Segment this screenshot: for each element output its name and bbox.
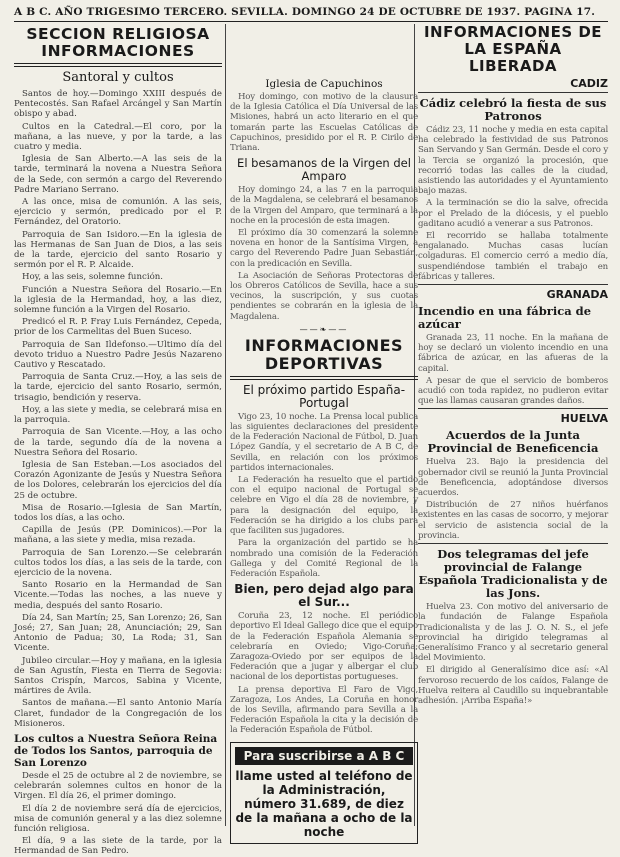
paragraph: Huelva 23. Con motivo del aniversario de la fundación de Falange Española Tradicionalista y de las J. O. N. S., el jefe provincial ha dirigido telegramas al Generalísimo Franco y al secretario general del Movimiento. — [418, 602, 608, 664]
paragraph: Cultos en la Catedral.—El coro, por la mañana, a las nueve, y por la tarde, a las cuatro y media. — [14, 121, 222, 153]
paragraph: A las once, misa de comunión. A las seis, ejercicio y sermón, predicado por el P. Fernández, del Oratorio. — [14, 197, 222, 228]
paragraph: La Asociación de Señoras Protectoras de los Obreros Católicos de Sevilla, hace a sus vecinos, la suscripción, y sus cuotas pendientes se cobrarán en la iglesia de la Magdalena. — [230, 270, 418, 322]
region-tag-cadiz: CADIZ — [570, 77, 608, 90]
paragraph: El día 2 de noviembre será día de ejercicios, misa de comunión general y a las diez solemne función religiosa. — [14, 803, 222, 834]
article-title: El besamanos de la Virgen del Amparo — [237, 156, 411, 184]
paragraph: La Federación ha resuelto que el partido con el equipo nacional de Portugal se celebre en Vigo el día 28 de noviembre, y para la designación del equipo, la Federación se ha dirigido a los clubs para que faciliten sus jugadores. — [230, 475, 418, 537]
paragraph: Hoy domingo 24, a las 7 en la parroquia de la Magdalena, se celebrará el besamanos de la Virgen del Amparo, que terminará a la noche en la procesión de esta imagen. — [230, 185, 418, 226]
paragraph: Misa de Rosario.—Iglesia de San Martín, todos los días, a las ocho. — [14, 502, 222, 523]
paragraph: Desde el 25 de octubre al 2 de noviembre, se celebrarán solemnes cultos en honor de la Virgen. El día 26, el primer domingo. — [14, 770, 222, 802]
page-header: A B C. AÑO TRIGESIMO TERCERO. SEVILLA. DOMINGO 24 DE OCTUBRE DE 1937. PAGINA 17. — [14, 6, 596, 18]
paragraph: Función a Nuestra Señora del Rosario.—En la iglesia de la Hermandad, hoy, a las diez, solemne función a la Virgen del Rosario. — [14, 284, 222, 316]
paragraph: Parroquia de San Isidoro.—En la iglesia de las Hermanas de San Juan de Dios, a las seis de la tarde, ejercicio del santo Rosario y sermón por el R. P. Alcaide. — [14, 229, 222, 271]
tag-rule — [418, 92, 608, 93]
column-3 — [418, 24, 608, 826]
paragraph: Jubileo circular.—Hoy y mañana, en la iglesia de San Agustín, Fiesta en Tierra de Segovia: Santos Crispín, Marcos, Sabina y Vicente, mártires de Avila. — [14, 655, 222, 697]
paragraph: Hoy domingo, con motivo de la clausura de la Iglesia Católica el Día Universal de las Misiones, habrá un acto literario en el que tomarán parte las Escuelas Católicas de Capuchinos, presidido por el R. P. Cirilo de Triana. — [230, 92, 418, 154]
tag-rule — [418, 408, 608, 409]
region-tag-huelva: HUELVA — [560, 412, 608, 426]
paragraph: La prensa deportiva El Faro de Vigo, Zaragoza, Los Andes, La Coruña en honor de los Sevilla, afirmando para Sevilla a la Federación Española la cita y la decisión de la Federación Española de Fútbol. — [230, 684, 418, 736]
section-title: INFORMACIONES DEPORTIVAS — [244, 335, 404, 373]
paragraph: Distribución de 27 niños huérfanos existentes en las casas de socorro, y mejorar el servicio de asistencia social de la provincia. — [418, 500, 608, 541]
paragraph: Capilla de Jesús (PP. Dominicos).—Por la mañana, a las siete y media, misa rezada. — [14, 525, 222, 546]
title-rule — [14, 63, 222, 67]
article-title: El próximo partido España-Portugal — [242, 382, 406, 410]
region-tag-granada: GRANADA — [546, 288, 608, 302]
paragraph: Vigo 23, 10 noche. La Prensa local publica las siguientes declaraciones del presidente de la Federación Nacional de Fútbol, D. Juan López Gandía, y el secretario de A B C, de Sevilla, en relación con los próximos partidos internacionales. — [230, 411, 418, 473]
subscription-ad — [230, 742, 418, 844]
paragraph: El próximo día 30 comenzará la solemne novena en honor de la Santísima Virgen, a cargo del Reverendo Padre Juan Sebastián, con la predicación en Sevilla. — [230, 228, 418, 269]
section-title: SECCION RELIGIOSA INFORMACIONES — [26, 25, 210, 60]
paragraph: Parroquia de San Vicente.—Hoy, a las ocho de la tarde, segundo día de la novena a Nuestra Señora del Rosario. — [14, 427, 222, 458]
paragraph: Para la organización del partido se ha nombrado una comisión de la Federación Gallega y del Comité Regional de la Federación Española. — [230, 538, 418, 579]
paragraph: El dirigido al Generalísimo dice así: «Al fervoroso recuerdo de los caídos, Falange de Huelva reitera al Caudillo su inquebrantable adhesión. ¡Arriba España!» — [418, 665, 608, 706]
paragraph: Hoy, a las siete y media, se celebrará misa en la parroquia. — [14, 404, 222, 426]
paragraph: Santos de mañana.—El santo Antonio María Claret, fundador de la Congregación de los Misioneros. — [14, 698, 222, 729]
paragraph: A pesar de que el servicio de bomberos acudió con toda rapidez, no pudieron evitar que las llamas causaran grandes daños. — [418, 375, 608, 407]
paragraph: Coruña 23, 12 noche. El periódico deportivo El Ideal Gallego dice que el equipo de la Federación Española Alemania se celebraría en Oviedo; Vigo-Coruña; Zaragoza-Oviedo por ser equipos de la Federación que a jugar y albergar el club nacional de los deportistas portugueses. — [230, 611, 418, 683]
paragraph: Iglesia de San Alberto.—A las seis de la tarde, terminará la novena a Nuestra Señora de la Sede, con sermón a cargo del Reverendo Padre Mariano Serrano. — [14, 154, 222, 195]
article-title: Dos telegramas del jefe provincial de Falange Española Tradicionalista y de las Jons. — [418, 547, 608, 601]
paragraph: Santo Rosario en la Hermandad de San Vicente.—Todas las noches, a las nueve y media, después del santo Rosario. — [14, 580, 222, 611]
paragraph: Parroquia de Santa Cruz.—Hoy, a las seis de la tarde, ejercicio del santo Rosario, sermón, trisagio, bendición y reserva. — [14, 372, 222, 403]
paragraph: Huelva 23. Bajo la presidencia del gobernador civil se reunió la Junta Provincial de Beneficencia, adoptándose diversos acuerdos. — [418, 457, 608, 499]
paragraph: Día 24, San Martín; 25, San Lorenzo; 26, San José; 27, San Juan; 28, Anunciación; 29, San Antonio de Padua; 30, La Roda; 31, San Vicente. — [14, 612, 222, 654]
article-title: Incendio en una fábrica de azúcar — [418, 304, 592, 332]
paragraph: El día, 9 a las siete de la tarde, por la Hermandad de San Pedro. — [14, 836, 222, 857]
paragraph: Granada 23, 11 noche. En la mañana de hoy se declaró un violento incendio en una fábrica de azúcar, en las afueras de la capital. — [418, 333, 608, 374]
title-rule — [230, 376, 418, 380]
paragraph: Cádiz 23, 11 noche y media en esta capital ha celebrado la festividad de sus Patronos San Servando y San Germán. Desde el coro y la Tercia se organizó la procesión, que recorrió todas las calles de la ciudad, asistiendo las autoridades y el Ayuntamiento bajo mazas. — [418, 125, 608, 197]
ad-body: llame usted al teléfono de la Administración, número 31.689, de diez de la mañana a ocho de la noche — [235, 768, 413, 839]
tag-rule — [418, 284, 608, 285]
tag-rule — [418, 543, 608, 544]
paragraph: Iglesia de San Esteban.—Los asociados del Corazón Agonizante de Jesús y Nuestra Señora de los Dolores, celebrarán los ejercicios del día 25 de octubre. — [14, 459, 222, 501]
article-title: Iglesia de Capuchinos — [265, 78, 383, 90]
column-divider-1 — [225, 24, 226, 826]
paragraph: Parroquia de San Ildefonso.—Ultimo día del devoto triduo a Nuestro Padre Jesús Nazareno Cautivo y Rescatado. — [14, 339, 222, 371]
paragraph: Santos de hoy.—Domingo XXIII después de Pentecostés. San Rafael Arcángel y San Martín obispo y abad. — [14, 89, 222, 120]
ad-title: Para suscribirse a A B C — [235, 747, 413, 765]
paragraph: Hoy, a las seis, solemne función. — [22, 272, 164, 283]
article-title: Cádiz celebró la fiesta de sus Patronos — [419, 96, 607, 123]
separator: ——❧—— — [299, 324, 349, 334]
article-title: Bien, pero dejad algo para el Sur... — [234, 582, 414, 610]
article-title: Acuerdos de la Junta Provincial de Beneficencia — [427, 428, 599, 456]
article-title: Los cultos a Nuestra Señora Reina de Todos los Santos, parroquia de San Lorenzo — [14, 732, 218, 769]
section-subtitle: Santoral y cultos — [62, 70, 174, 85]
paragraph: Predicó el R. P. Fray Luis Fernández, Cepeda, prior de los Carmelitas del Buen Suceso. — [14, 317, 222, 338]
column-1 — [14, 22, 222, 857]
paragraph: Parroquia de San Lorenzo.—Se celebrarán cultos todos los días, a las seis de la tarde, con ejercicio de la novena. — [14, 547, 222, 578]
paragraph: A la terminación se dio la salve, ofrecida por el Prelado de la diócesis, y el pueblo gaditano acudió a venerar a sus Patronos. — [418, 198, 608, 229]
paragraph: El recorrido se hallaba totalmente engalanado. Muchas casas lucían colgaduras. El comercio cerró a medio día, suspendiéndose también el trabajo en fábricas y talleres. — [418, 231, 608, 282]
section-title: INFORMACIONES DE LA ESPAÑA LIBERADA — [423, 23, 603, 75]
column-2 — [230, 74, 418, 839]
